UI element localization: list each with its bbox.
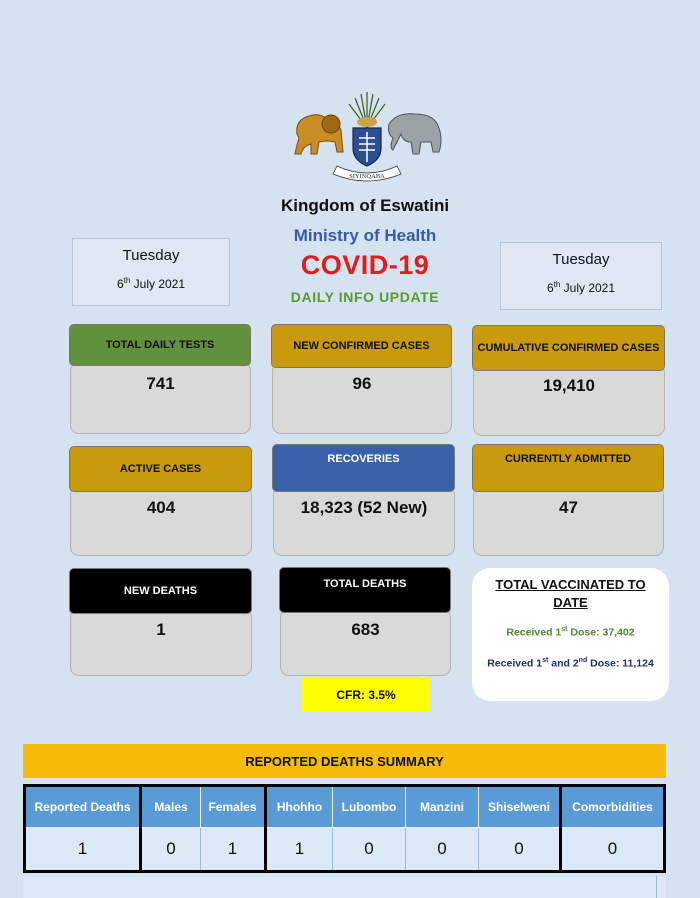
col-hhohho: Hhohho bbox=[266, 786, 333, 828]
total-deaths-header: TOTAL DEATHS bbox=[279, 567, 451, 613]
cell-males: 0 bbox=[141, 828, 201, 872]
new-confirmed-value: 96 bbox=[272, 362, 452, 434]
recoveries-header: RECOVERIES bbox=[272, 444, 455, 492]
daily-update-subtitle: DAILY INFO UPDATE bbox=[290, 289, 440, 305]
cell-reported-deaths: 1 bbox=[25, 828, 141, 872]
table-row bbox=[25, 828, 665, 872]
cell-females: 1 bbox=[201, 828, 266, 872]
cell-shiselweni: 0 bbox=[479, 828, 561, 872]
kingdom-title: Kingdom of Eswatini bbox=[280, 196, 450, 215]
vaccinated-dose1: Received 1st Dose: 37,402 bbox=[506, 626, 635, 639]
date-text: 6th July 2021 bbox=[546, 280, 616, 295]
currently-admitted-header: CURRENTLY ADMITTED bbox=[472, 444, 664, 492]
deaths-summary-title: REPORTED DEATHS SUMMARY bbox=[23, 744, 666, 778]
date-day: Tuesday bbox=[122, 247, 180, 264]
vaccinated-title: TOTAL VACCINATED TO DATE bbox=[495, 577, 646, 610]
recoveries-value: 18,323 (52 New) bbox=[273, 486, 455, 556]
col-shiselweni: Shiselweni bbox=[479, 786, 561, 828]
currently-admitted-value: 47 bbox=[473, 486, 664, 556]
table-header-row bbox=[25, 786, 665, 828]
covid-title: COVID-19 bbox=[300, 250, 430, 280]
date-box-right bbox=[500, 242, 662, 310]
cell-lubombo: 0 bbox=[333, 828, 406, 872]
cell-comorbidities: 0 bbox=[561, 828, 665, 872]
cumulative-confirmed-value: 19,410 bbox=[473, 364, 665, 436]
deaths-summary-table bbox=[23, 784, 666, 873]
vaccinated-box bbox=[472, 568, 669, 701]
date-day: Tuesday bbox=[552, 251, 610, 268]
cell-hhohho: 1 bbox=[266, 828, 333, 872]
active-cases-value: 404 bbox=[70, 486, 252, 556]
col-females: Females bbox=[201, 786, 266, 828]
new-deaths-header: NEW DEATHS bbox=[69, 568, 252, 614]
divider bbox=[656, 876, 657, 898]
new-deaths-value: 1 bbox=[70, 608, 252, 676]
total-deaths-value: 683 bbox=[280, 608, 451, 676]
cumulative-confirmed-header: CUMULATIVE CONFIRMED CASES bbox=[472, 325, 665, 371]
col-males: Males bbox=[141, 786, 201, 828]
total-daily-tests-header: TOTAL DAILY TESTS bbox=[69, 324, 251, 366]
total-daily-tests-value: 741 bbox=[70, 362, 251, 434]
col-lubombo: Lubombo bbox=[333, 786, 406, 828]
vaccinated-dose2: Received 1st and 2nd Dose: 11,124 bbox=[487, 656, 654, 669]
table-continuation bbox=[23, 876, 666, 898]
eswatini-coat-of-arms-icon bbox=[285, 90, 450, 190]
col-comorbidities: Comorbidities bbox=[561, 786, 665, 828]
crest-motto: SIYINQABA bbox=[349, 173, 385, 180]
col-reported-deaths: Reported Deaths bbox=[25, 786, 141, 828]
cfr-badge: CFR: 3.5% bbox=[302, 677, 430, 712]
date-box-left bbox=[72, 238, 230, 306]
cell-manzini: 0 bbox=[406, 828, 479, 872]
active-cases-header: ACTIVE CASES bbox=[69, 446, 252, 492]
new-confirmed-header: NEW CONFIRMED CASES bbox=[271, 324, 452, 368]
col-manzini: Manzini bbox=[406, 786, 479, 828]
ministry-title: Ministry of Health bbox=[293, 226, 437, 245]
date-text: 6th July 2021 bbox=[116, 276, 186, 291]
